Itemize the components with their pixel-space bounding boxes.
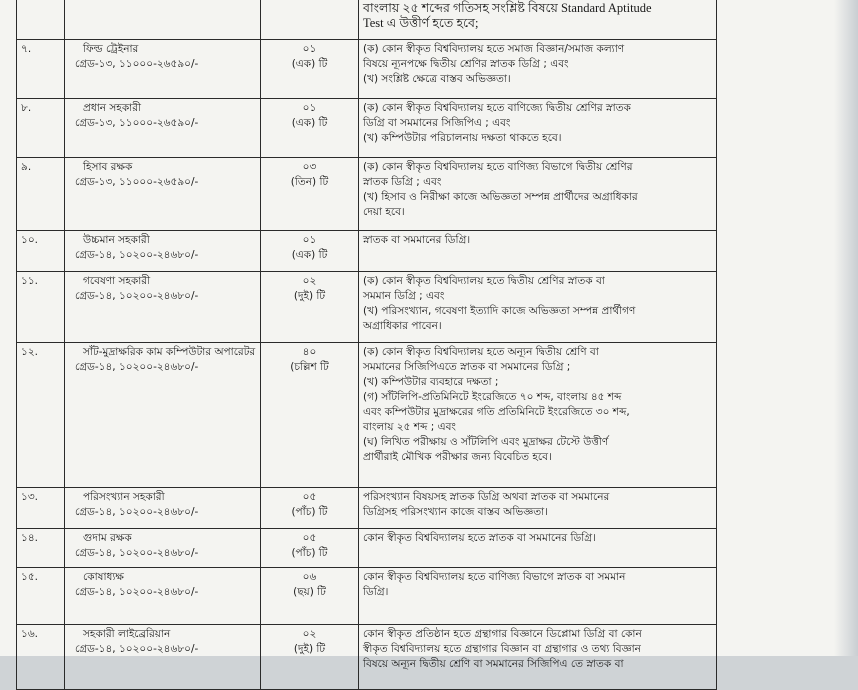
post-grade: গ্রেড-১৩, ১১০০০-২৬৫৯০/- [75, 58, 199, 70]
post-grade: গ্রেড-১৪, ১০২০০-২৪৬৮০/- [75, 290, 199, 302]
post-cell [65, 158, 261, 231]
qualification-line: এবং কম্পিউটার মুদ্রাক্ষরের গতি প্রতিমিনিটে ইংরেজিতে ৩০ শব্দ, [363, 406, 630, 418]
post-grade: গ্রেড-১৪, ১০২০০-২৪৬৮০/- [75, 249, 199, 261]
vacancy-table-body [17, 0, 717, 690]
qualification-line: (ঘ) লিখিত পরীক্ষায় ও সাঁটলিপি এবং মুদ্রাক্ষর টেস্টে উত্তীর্ণ [363, 436, 609, 448]
qualification-line: স্বীকৃত বিশ্ববিদ্যালয় হতে গ্রন্থাগার বিজ্ঞান বা গ্রন্থাগার ও তথ্য বিজ্ঞান [363, 643, 641, 655]
qualification-line: বাংলায় ২৫ শব্দের গতিসহ সংশ্লিষ্ট বিষয়ে Standard Aptitude [363, 1, 652, 15]
post-count-words: (পাঁচ) টি [291, 506, 328, 518]
qualification-line: কোন স্বীকৃত বিশ্ববিদ্যালয় হতে স্নাতক বা সমমানের ডিগ্রি। [363, 532, 596, 544]
table-row [17, 231, 717, 272]
qualification-line: বিষয়ে ন্যূনপক্ষে দ্বিতীয় শ্রেণির স্নাতক ডিগ্রি ; এবং [363, 58, 569, 70]
post-name: গবেষণা সহকারী [83, 275, 151, 287]
qualification-cell [359, 231, 717, 272]
post-count-words: (তিন) টি [290, 176, 329, 188]
post-count-cell [261, 625, 359, 690]
table-row [17, 568, 717, 625]
post-count-cell [261, 0, 359, 40]
qualification-cell [359, 40, 717, 99]
page-edge-shadow [834, 0, 858, 656]
post-name: উচ্চমান সহকারী [83, 234, 150, 246]
qualification-cell [359, 0, 717, 40]
post-count-number: ০৫ [302, 491, 317, 503]
qualification-cell [359, 158, 717, 231]
qualification-line: স্নাতক বা সমমানের ডিগ্রি। [363, 234, 471, 246]
post-grade: গ্রেড-১৪, ১০২০০-২৪৬৮০/- [75, 361, 199, 373]
post-count-number: ০৬ [302, 571, 317, 583]
post-count-words: (দুই) টি [293, 290, 326, 302]
post-cell [65, 0, 261, 40]
post-count-number: ০১ [302, 102, 317, 114]
qualification-line: (খ) সংশ্লিষ্ট ক্ষেত্রে বাস্তব অভিজ্ঞতা। [363, 73, 511, 85]
qualification-line: (খ) পরিসংখ্যান, গবেষণা ইত্যাদি কাজে অভিজ্ঞতা সম্পন্ন প্রার্থীগণ [363, 305, 636, 317]
qualification-cell [359, 488, 717, 529]
post-count-cell [261, 272, 359, 343]
serial-cell: ১৩. [17, 488, 65, 529]
qualification-line: (ক) কোন স্বীকৃত বিশ্ববিদ্যালয় হতে বাণিজ্য বিভাগে দ্বিতীয় শ্রেণির [363, 161, 633, 173]
post-count-number: ০১ [302, 43, 317, 55]
qualification-line: সমমান ডিগ্রি ; এবং [363, 290, 445, 302]
post-name: সহকারী লাইব্রেরিয়ান [83, 628, 171, 640]
post-grade: গ্রেড-১৩, ১১০০০-২৬৫৯০/- [75, 117, 199, 129]
table-row [17, 99, 717, 158]
qualification-line: বাংলায় ২৫ শব্দ ; এবং [363, 421, 456, 433]
post-grade: গ্রেড-১৪, ১০২০০-২৪৬৮০/- [75, 506, 199, 518]
serial-cell: ১৪. [17, 529, 65, 568]
qualification-line: স্নাতক ডিগ্রি ; এবং [363, 176, 442, 188]
post-cell [65, 343, 261, 488]
table-row [17, 40, 717, 99]
post-count-cell [261, 488, 359, 529]
post-count-number: ০২ [302, 628, 317, 640]
qualification-cell [359, 343, 717, 488]
table-row [17, 343, 717, 488]
qualification-line: ডিগ্রি বা সমমানের সিজিপিএ ; এবং [363, 117, 511, 129]
table-row [17, 0, 717, 40]
post-count-words: (পাঁচ) টি [291, 547, 328, 559]
post-count-cell [261, 99, 359, 158]
vacancy-table [16, 0, 717, 690]
serial-cell [17, 0, 65, 40]
post-count-words: (চল্লিশ টি [290, 361, 329, 373]
post-name: গুদাম রক্ষক [83, 532, 132, 544]
qualification-line: (ক) কোন স্বীকৃত বিশ্ববিদ্যালয় হতে অন্যূন দ্বিতীয় শ্রেণি বা [363, 346, 599, 358]
table-row [17, 529, 717, 568]
qualification-line: (ক) কোন স্বীকৃত বিশ্ববিদ্যালয় হতে বাণিজ্যে দ্বিতীয় শ্রেণির স্নাতক [363, 102, 631, 114]
qualification-cell [359, 568, 717, 625]
qualification-line: (গ) সাঁটলিপি-প্রতিমিনিটে ইংরেজিতে ৭০ শব্দ, বাংলায় ৪৫ শব্দ [363, 391, 622, 403]
qualification-line: Test এ উত্তীর্ণ হতে হবে; [363, 16, 479, 30]
table-row [17, 272, 717, 343]
qualification-line: পরিসংখ্যান বিষয়সহ স্নাতক ডিগ্রি অথবা স্নাতক বা সমমানের [363, 491, 610, 503]
post-count-number: ০৩ [302, 161, 317, 173]
qualification-line: ডিগ্রিসহ পরিসংখ্যান কাজে বাস্তব অভিজ্ঞতা। [363, 506, 548, 518]
post-cell [65, 488, 261, 529]
post-count-cell [261, 529, 359, 568]
post-count-cell [261, 568, 359, 625]
post-count-words: (ছয়) টি [293, 586, 326, 598]
post-cell [65, 272, 261, 343]
serial-cell: ১৬. [17, 625, 65, 690]
qualification-cell [359, 99, 717, 158]
post-name: কোষাধ্যক্ষ [83, 571, 124, 583]
serial-cell: ১২. [17, 343, 65, 488]
post-cell [65, 99, 261, 158]
qualification-line: (ক) কোন স্বীকৃত বিশ্ববিদ্যালয় হতে দ্বিতীয় শ্রেণির স্নাতক বা [363, 275, 605, 287]
qualification-line: প্রার্থীরাই মৌখিক পরীক্ষার জন্য বিবেচিত হবে। [363, 451, 552, 463]
post-grade: গ্রেড-১৩, ১১০০০-২৬৫৯০/- [75, 176, 199, 188]
post-count-words: (এক) টি [291, 117, 328, 129]
serial-cell: ৯. [17, 158, 65, 231]
qualification-line: বিষয়ে অন্যূন দ্বিতীয় শ্রেণি বা সমমানের সিজিপিএ তে স্নাতক বা [363, 658, 624, 670]
qualification-line: অগ্রাধিকার পাবেন। [363, 320, 442, 332]
table-row [17, 488, 717, 529]
post-grade: গ্রেড-১৪, ১০২০০-২৪৬৮০/- [75, 586, 199, 598]
post-count-words: (এক) টি [291, 249, 328, 261]
post-cell [65, 40, 261, 99]
post-name: প্রধান সহকারী [83, 102, 141, 114]
serial-cell: ১৫. [17, 568, 65, 625]
table-row [17, 158, 717, 231]
qualification-line: (খ) কম্পিউটার পরিচালনায় দক্ষতা থাকতে হবে। [363, 132, 562, 144]
post-count-cell [261, 158, 359, 231]
qualification-line: ডিগ্রি। [363, 586, 389, 598]
post-cell [65, 529, 261, 568]
serial-cell: ১১. [17, 272, 65, 343]
post-count-words: (এক) টি [291, 58, 328, 70]
post-count-number: ০২ [302, 275, 317, 287]
qualification-line: দেয়া হবে। [363, 206, 405, 218]
post-name: সাঁট-মুদ্রাক্ষরিক কাম কম্পিউটার অপারেটর [83, 346, 256, 358]
post-name: ফিল্ড ট্রেইনার [83, 43, 139, 55]
qualification-cell [359, 625, 717, 690]
table-row [17, 625, 717, 690]
post-count-number: ৪০ [302, 346, 317, 358]
qualification-line: সমমানের সিজিপিএতে স্নাতক বা সমমানের ডিগ্রি ; [363, 361, 571, 373]
post-count-cell [261, 40, 359, 99]
post-count-number: ০১ [302, 234, 317, 246]
serial-cell: ৮. [17, 99, 65, 158]
serial-cell: ১০. [17, 231, 65, 272]
post-cell [65, 231, 261, 272]
qualification-line: (খ) হিসাব ও নিরীক্ষা কাজে অভিজ্ঞতা সম্পন্ন প্রার্থীদের অগ্রাধিকার [363, 191, 638, 203]
post-name: হিসাব রক্ষক [83, 161, 133, 173]
post-cell [65, 568, 261, 625]
qualification-line: কোন স্বীকৃত প্রতিষ্ঠান হতে গ্রন্থাগার বিজ্ঞানে ডিপ্লোমা ডিগ্রি বা কোন [363, 628, 642, 640]
post-count-cell [261, 343, 359, 488]
qualification-cell [359, 272, 717, 343]
post-count-number: ০৫ [302, 532, 317, 544]
qualification-line: (ক) কোন স্বীকৃত বিশ্ববিদ্যালয় হতে সমাজ বিজ্ঞান/সমাজ কল্যাণ [363, 43, 625, 55]
post-grade: গ্রেড-১৪, ১০২০০-২৪৬৮০/- [75, 643, 199, 655]
qualification-line: কোন স্বীকৃত বিশ্ববিদ্যালয় হতে বাণিজ্য বিভাগে স্নাতক বা সমমান [363, 571, 626, 583]
post-cell [65, 625, 261, 690]
serial-cell: ৭. [17, 40, 65, 99]
post-count-cell [261, 231, 359, 272]
post-name: পরিসংখ্যান সহকারী [83, 491, 165, 503]
post-grade: গ্রেড-১৪, ১০২০০-২৪৬৮০/- [75, 547, 199, 559]
qualification-cell [359, 529, 717, 568]
qualification-line: (খ) কম্পিউটার ব্যবহারে দক্ষতা ; [363, 376, 499, 388]
post-count-words: (দুই) টি [293, 643, 326, 655]
